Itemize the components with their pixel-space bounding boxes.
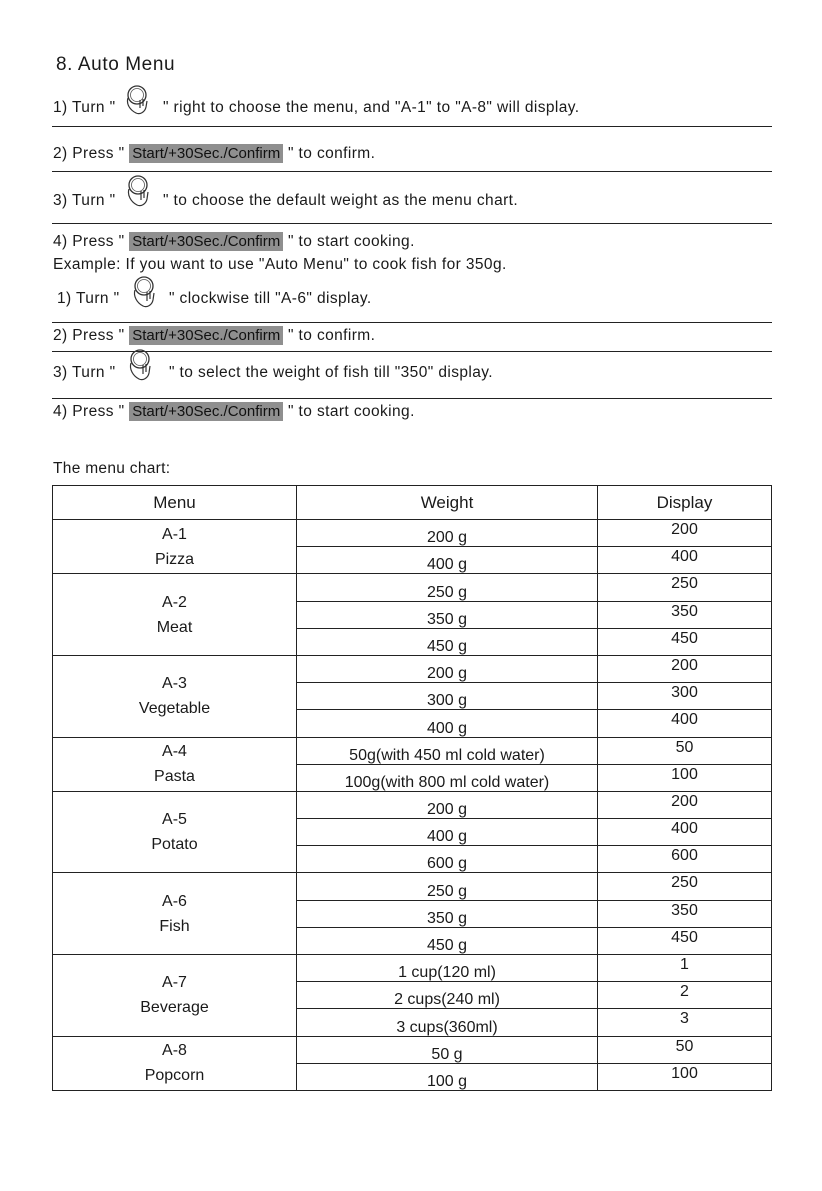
display-cell: 200	[598, 520, 772, 547]
menu-name: Popcorn	[144, 1067, 205, 1085]
table-row	[53, 873, 772, 900]
menu-name: Fish	[159, 917, 190, 935]
menu-code: A-6	[162, 892, 187, 910]
header-display: Display	[598, 486, 772, 520]
menu-code: A-5	[162, 811, 187, 829]
weight-cell: 200 g	[297, 520, 598, 547]
display-cell: 1	[598, 955, 772, 982]
example-step-4-suffix: " to start cooking.	[287, 402, 415, 420]
weight-cell: 1 cup(120 ml)	[297, 955, 598, 982]
menu-code: A-8	[162, 1042, 187, 1060]
weight-cell: 100g(with 800 ml cold water)	[297, 764, 598, 791]
weight-cell: 400 g	[297, 710, 598, 737]
step-3-prefix: 3) Turn "	[53, 192, 116, 209]
start-confirm-button: Start/+30Sec./Confirm	[129, 326, 283, 345]
display-cell: 450	[598, 628, 772, 655]
menu-code: A-7	[162, 974, 187, 992]
display-cell: 250	[598, 873, 772, 900]
table-row	[53, 791, 772, 818]
weight-cell: 400 g	[297, 547, 598, 574]
table-row	[53, 737, 772, 764]
menu-code: A-4	[162, 743, 187, 761]
menu-code: A-2	[162, 593, 187, 611]
display-cell: 50	[598, 1036, 772, 1063]
example-step-3-prefix: 3) Turn "	[53, 364, 116, 381]
weight-cell: 300 g	[297, 683, 598, 710]
divider	[52, 171, 772, 172]
example-intro: Example: If you want to use "Auto Menu" to cook fish for 350g.	[53, 256, 507, 273]
step-3	[53, 189, 518, 213]
menu-cell	[53, 873, 297, 955]
step-1-suffix: " right to choose the menu, and "A-1" to "A-8" will display.	[162, 99, 580, 116]
weight-cell: 250 g	[297, 873, 598, 900]
header-weight: Weight	[297, 486, 598, 520]
menu-cell	[53, 791, 297, 873]
example-step-1-suffix: " clockwise till "A-6" display.	[168, 290, 372, 307]
step-4-prefix: 4) Press "	[53, 232, 125, 250]
start-confirm-button: Start/+30Sec./Confirm	[129, 232, 283, 251]
menu-chart-table	[52, 485, 772, 1091]
step-4-suffix: " to start cooking.	[287, 232, 415, 250]
weight-cell: 600 g	[297, 846, 598, 873]
weight-cell: 450 g	[297, 927, 598, 954]
display-cell: 250	[598, 574, 772, 601]
weight-cell: 400 g	[297, 819, 598, 846]
display-cell: 50	[598, 737, 772, 764]
display-cell: 450	[598, 927, 772, 954]
weight-cell: 100 g	[297, 1063, 598, 1090]
example-step-2-suffix: " to confirm.	[287, 326, 376, 344]
display-cell: 2	[598, 982, 772, 1009]
display-cell: 100	[598, 1063, 772, 1090]
table-row	[53, 955, 772, 982]
header-menu: Menu	[53, 486, 297, 520]
weight-cell: 250 g	[297, 574, 598, 601]
display-cell: 100	[598, 764, 772, 791]
display-cell: 200	[598, 655, 772, 682]
display-cell: 400	[598, 819, 772, 846]
menu-cell	[53, 655, 297, 737]
step-3-suffix: " to choose the default weight as the menu chart.	[162, 192, 519, 209]
example-step-2-prefix: 2) Press "	[53, 326, 125, 344]
table-row	[53, 520, 772, 547]
start-confirm-button: Start/+30Sec./Confirm	[129, 144, 283, 163]
menu-cell	[53, 737, 297, 791]
step-1	[53, 98, 579, 118]
step-2-prefix: 2) Press "	[53, 144, 125, 162]
divider	[52, 322, 772, 323]
example-step-3-suffix: " to select the weight of fish till "350" display.	[168, 364, 493, 381]
menu-name: Vegetable	[138, 700, 211, 718]
weight-cell: 350 g	[297, 601, 598, 628]
weight-cell: 2 cups(240 ml)	[297, 982, 598, 1009]
menu-name: Meat	[156, 618, 193, 636]
display-cell: 300	[598, 683, 772, 710]
divider	[52, 398, 772, 399]
weight-cell: 50 g	[297, 1036, 598, 1063]
table-header-row	[53, 486, 772, 520]
table-row	[53, 655, 772, 682]
weight-cell: 50g(with 450 ml cold water)	[297, 737, 598, 764]
menu-cell	[53, 955, 297, 1037]
menu-name: Beverage	[140, 999, 209, 1017]
weight-cell: 200 g	[297, 655, 598, 682]
knob-icon	[120, 84, 158, 118]
menu-cell	[53, 520, 297, 574]
display-cell: 3	[598, 1009, 772, 1036]
page-title: 8. Auto Menu	[56, 54, 176, 75]
step-4	[53, 232, 415, 251]
step-2	[53, 144, 375, 163]
step-2-suffix: " to confirm.	[287, 144, 376, 162]
display-cell: 350	[598, 601, 772, 628]
menu-name: Pasta	[154, 768, 195, 786]
menu-cell	[53, 574, 297, 656]
display-cell: 350	[598, 900, 772, 927]
knob-icon	[120, 348, 164, 386]
knob-icon	[120, 173, 158, 213]
weight-cell: 350 g	[297, 900, 598, 927]
example-step-1	[57, 287, 372, 311]
menu-code: A-1	[162, 525, 187, 543]
table-row	[53, 574, 772, 601]
divider	[52, 126, 772, 127]
display-cell: 400	[598, 547, 772, 574]
weight-cell: 3 cups(360ml)	[297, 1009, 598, 1036]
start-confirm-button: Start/+30Sec./Confirm	[129, 402, 283, 421]
weight-cell: 450 g	[297, 628, 598, 655]
menu-name: Pizza	[154, 550, 195, 568]
menu-code: A-3	[162, 675, 187, 693]
table-row	[53, 1036, 772, 1063]
knob-icon	[124, 275, 164, 311]
example-step-2	[53, 326, 375, 345]
example-step-3	[53, 360, 493, 386]
display-cell: 200	[598, 791, 772, 818]
example-step-1-prefix: 1) Turn "	[57, 290, 120, 307]
divider	[52, 223, 772, 224]
display-cell: 600	[598, 846, 772, 873]
display-cell: 400	[598, 710, 772, 737]
example-step-4	[53, 402, 415, 421]
menu-cell	[53, 1036, 297, 1090]
chart-label: The menu chart:	[53, 460, 171, 477]
menu-name: Potato	[151, 836, 198, 854]
example-step-4-prefix: 4) Press "	[53, 402, 125, 420]
weight-cell: 200 g	[297, 791, 598, 818]
step-1-prefix: 1) Turn "	[53, 99, 116, 116]
